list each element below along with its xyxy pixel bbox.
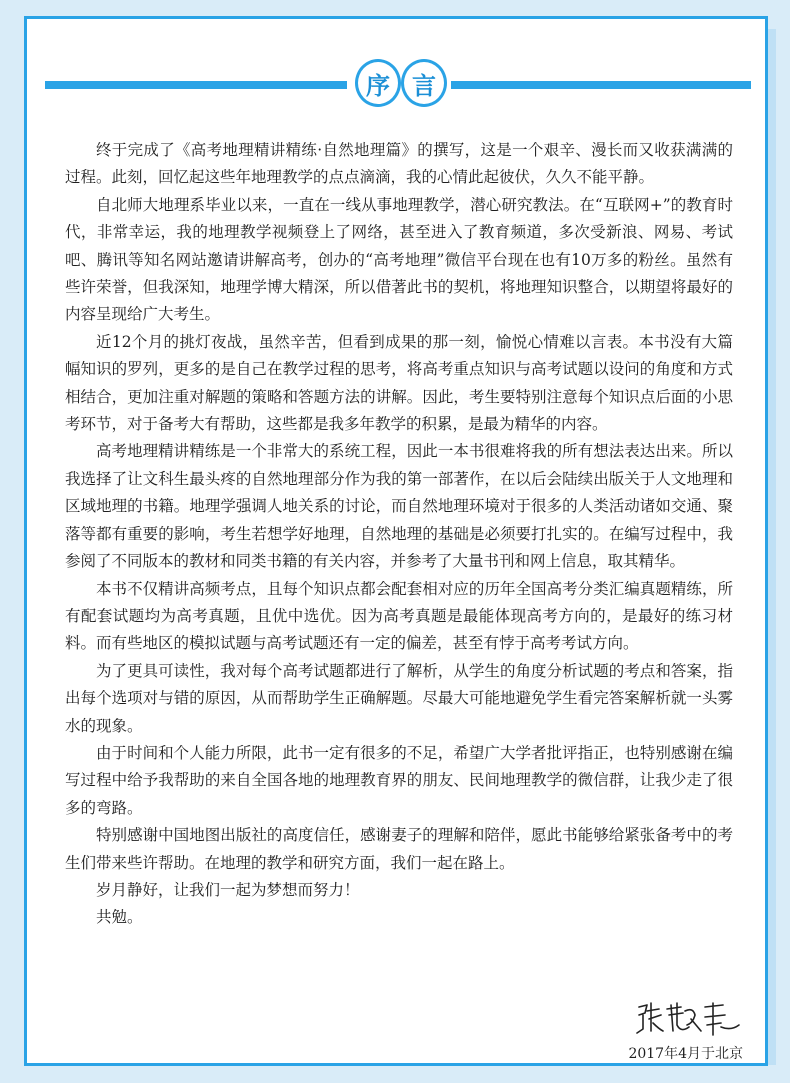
paragraph: 近12个月的挑灯夜战，虽然辛苦，但看到成果的那一刻，愉悦心情难以言表。本书没有大篇幅知识的罗列，更多的是自己在教学过程的思考，将高考重点知识与高考试题以设问的角度和方式相结合，更加注重对解题的策略和答题方法的讲解。因此，考生要特别注意每个知识点后面的小思考环节，对于备考大有帮助，这些都是我多年教学的积累，是最为精华的内容。 <box>65 332 733 434</box>
header-bar-left <box>45 81 347 89</box>
page-title <box>355 59 447 107</box>
title-char-circle-1: 序 <box>355 59 401 107</box>
preface-body <box>65 137 733 932</box>
title-char-circle-2: 言 <box>401 59 447 107</box>
paragraph: 共勉。 <box>96 908 143 927</box>
paragraph: 终于完成了《高考地理精讲精练·自然地理篇》的撰写，这是一个艰辛、漫长而又收获满满的过程。此刻，回忆起这些年地理教学的点点滴滴，我的心情此起彼伏，久久不能平静。 <box>65 141 733 187</box>
paragraph: 本书不仅精讲高频考点，且每个知识点都会配套相对应的历年全国高考分类汇编真题精练，所有配套试题均为高考真题，且优中选优。因为高考真题是最能体现高考方向的，是最好的练习材料。而有些地区的模拟试题与高考试题还有一定的偏差，甚至有悖于高考考试方向。 <box>65 579 733 653</box>
paragraph: 特别感谢中国地图出版社的高度信任，感谢妻子的理解和陪伴，愿此书能够给紧张备考中的考生们带来些许帮助。在地理的教学和研究方面，我们一起在路上。 <box>65 826 733 872</box>
paragraph: 由于时间和个人能力所限，此书一定有很多的不足，希望广大学者批评指正，也特别感谢在编写过程中给予我帮助的来自全国各地的地理教育界的朋友、民间地理教学的微信群，让我少走了很多的弯路。 <box>65 743 733 817</box>
header-bar-right <box>451 81 751 89</box>
document-page <box>24 16 768 1066</box>
handwritten-signature <box>633 997 743 1045</box>
paragraph: 为了更具可读性，我对每个高考试题都进行了解析，从学生的角度分析试题的考点和答案，指出每个选项对与错的原因，从而帮助学生正确解题。尽最大可能地避免学生看完答案解析就一头雾水的现象。 <box>65 661 733 735</box>
paragraph: 高考地理精讲精练是一个非常大的系统工程，因此一本书很难将我的所有想法表达出来。所以我选择了让文科生最头疼的自然地理部分作为我的第一部著作，在以后会陆续出版关于人文地理和区域地理的书籍。地理学强调人地关系的讨论，而自然地理环境对于很多的人类活动诸如交通、聚落等都有重要的影响，考生若想学好地理，自然地理的基础是必须要打扎实的。在编写过程中，我参阅了不同版本的教材和同类书籍的有关内容，并参考了大量书刊和网上信息，取其精华。 <box>65 442 733 571</box>
date-line: 2017年4月于北京 <box>628 1046 743 1062</box>
paragraph: 自北师大地理系毕业以来，一直在一线从事地理教学，潜心研究教法。在“互联网+”的教育时代，非常幸运，我的地理教学视频登上了网络，甚至进入了教育频道，多次受新浪、网易、考试吧、腾讯等知名网站邀请讲解高考，创办的“高考地理”微信平台现在也有10万多的粉丝。虽然有些许荣誉，但我深知，地理学博大精深，所以借著此书的契机，将地理知识整合，以期望将最好的内容呈现给广大考生。 <box>65 195 733 324</box>
paragraph: 岁月静好，让我们一起为梦想而努力！ <box>96 880 360 899</box>
